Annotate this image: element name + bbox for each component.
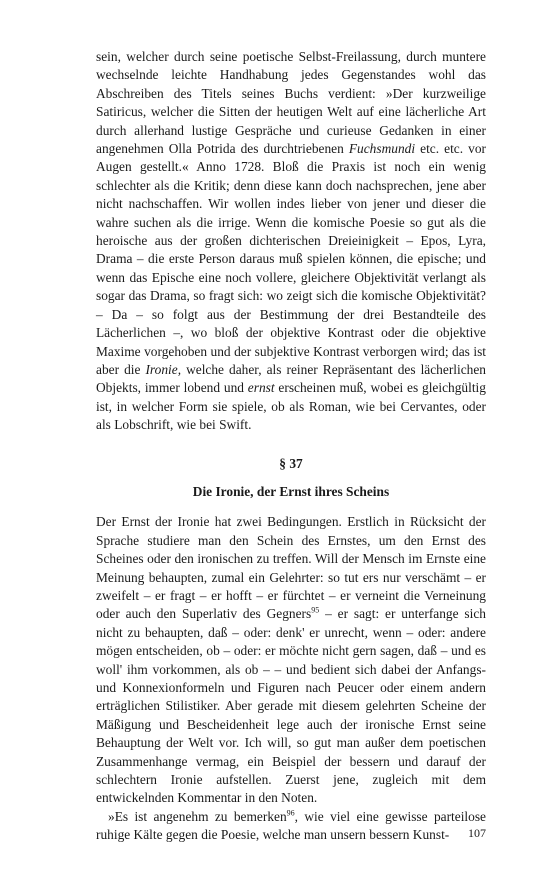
italic-text: Ironie, xyxy=(145,361,182,377)
footnote-ref-96[interactable]: 96 xyxy=(286,808,295,818)
text-run: erscheinen muß, wobei es gleichgültig ist, in welcher Form sie spiele, ob als Roman, wie bei Cervantes, oder als Lobschrift, wie bei Swift. xyxy=(96,380,486,433)
page-body xyxy=(96,48,486,845)
paragraph-2 xyxy=(96,513,486,808)
text-run: »Es ist angenehm zu bemerken xyxy=(108,808,287,824)
page-number: 107 xyxy=(468,826,486,840)
text-run: sein, welcher durch seine poetische Selbst-Freilassung, durch muntere wechselnde leichte Handhabung jedes Gegenstandes wohl das Abschreiben des Titels seines Buchs verdient: »Der kurzweilige Satiricus, welcher die Sitten der heutigen Welt auf eine lächerliche Art durch allerhand lustige Gespräche und curieuse Gedanken in einer angenehmen Olla Potrida des durchtriebenen xyxy=(96,49,486,157)
text-run: welche daher, als reiner Repräsentant des lächerlichen Objekts, immer lobend und xyxy=(96,361,486,396)
italic-text: ernst xyxy=(247,380,275,396)
section-number: § 37 xyxy=(279,455,303,471)
section-title: Die Ironie, der Ernst ihres Scheins xyxy=(192,483,390,499)
text-run: – er sagt: er unterfange sich nicht zu behaupten, daß – oder: denk' er unrecht, wenn – oder: andere mögen entscheiden, ob – oder: er möchte nicht gern sagen, daß – und es woll' ihm vorkommen, als ob – – und bedient sich dabei der Anfangs- und Konnexionformeln und Figuren nach Peucer oder einem andern erträglichen Stilistiker. Aber gerade mit diesem gelehrten Scheine der Mäßigung und Bescheidenheit lege auch der ironische Ernst seine Behauptung der Welt vor. Ich will, so gut man außer dem poetischen Zusammenhange vermag, ein Beispiel der bessern und darauf der schlechtern Ironie aufstellen. Zuerst jene, zugleich mit dem entwickelnden Kommentar in den Noten. xyxy=(96,606,486,806)
text-run: , wie viel eine gewisse parteilose ruhige Kälte gegen die Poesie, welche man unsern bessern Kunst- xyxy=(96,808,486,843)
text-run: Der Ernst der Ironie hat zwei Bedingungen. Erstlich in Rücksicht der Sprache studiere man den Schein des Ernstes, um den Ernst des Scheines oder den ironischen zu treffen. Will der Mensch im Ernste eine Meinung behaupten, zumal ein Gelehrter: so tut ers nur verschämt – er zweifelt – er fragt – er hofft – er fürchtet – er verneint die Verneinung oder auch den Superlativ des Gegners xyxy=(96,514,486,622)
text-run: etc. etc. vor Augen gestellt.« Anno 1728. Bloß die Praxis ist noch ein wenig schlechter als die Kritik; denn diese kann doch nachsprechen, jene aber nicht nachschaffen. Wir wollen indes lieber von jener und dieser die wahre suchen als die irrige. Wenn die komische Poesie so gut als die heroische aus der großen dichterischen Dreieinigkeit – Epos, Lyra, Drama – die erste Person daraus muß spielen können, die epische; und wenn das Epische eine noch vollere, gleichere Objektivität verlangt als sogar das Drama, so fragt sich: wo zeigt sich die komische Objektivität? – Da – so folgt aus der Bestimmung der drei Bestandteile des Lächerlichen –, wo bloß der objektive Kontrast oder die objektive Maxime vorgehoben und der subjektive Kontrast verborgen wird; das ist aber die xyxy=(96,141,486,377)
paragraph-1 xyxy=(96,48,486,435)
italic-text: Fuchsmundi xyxy=(348,141,416,157)
paragraph-3 xyxy=(96,808,486,845)
footnote-ref-95[interactable]: 95 xyxy=(311,605,320,615)
